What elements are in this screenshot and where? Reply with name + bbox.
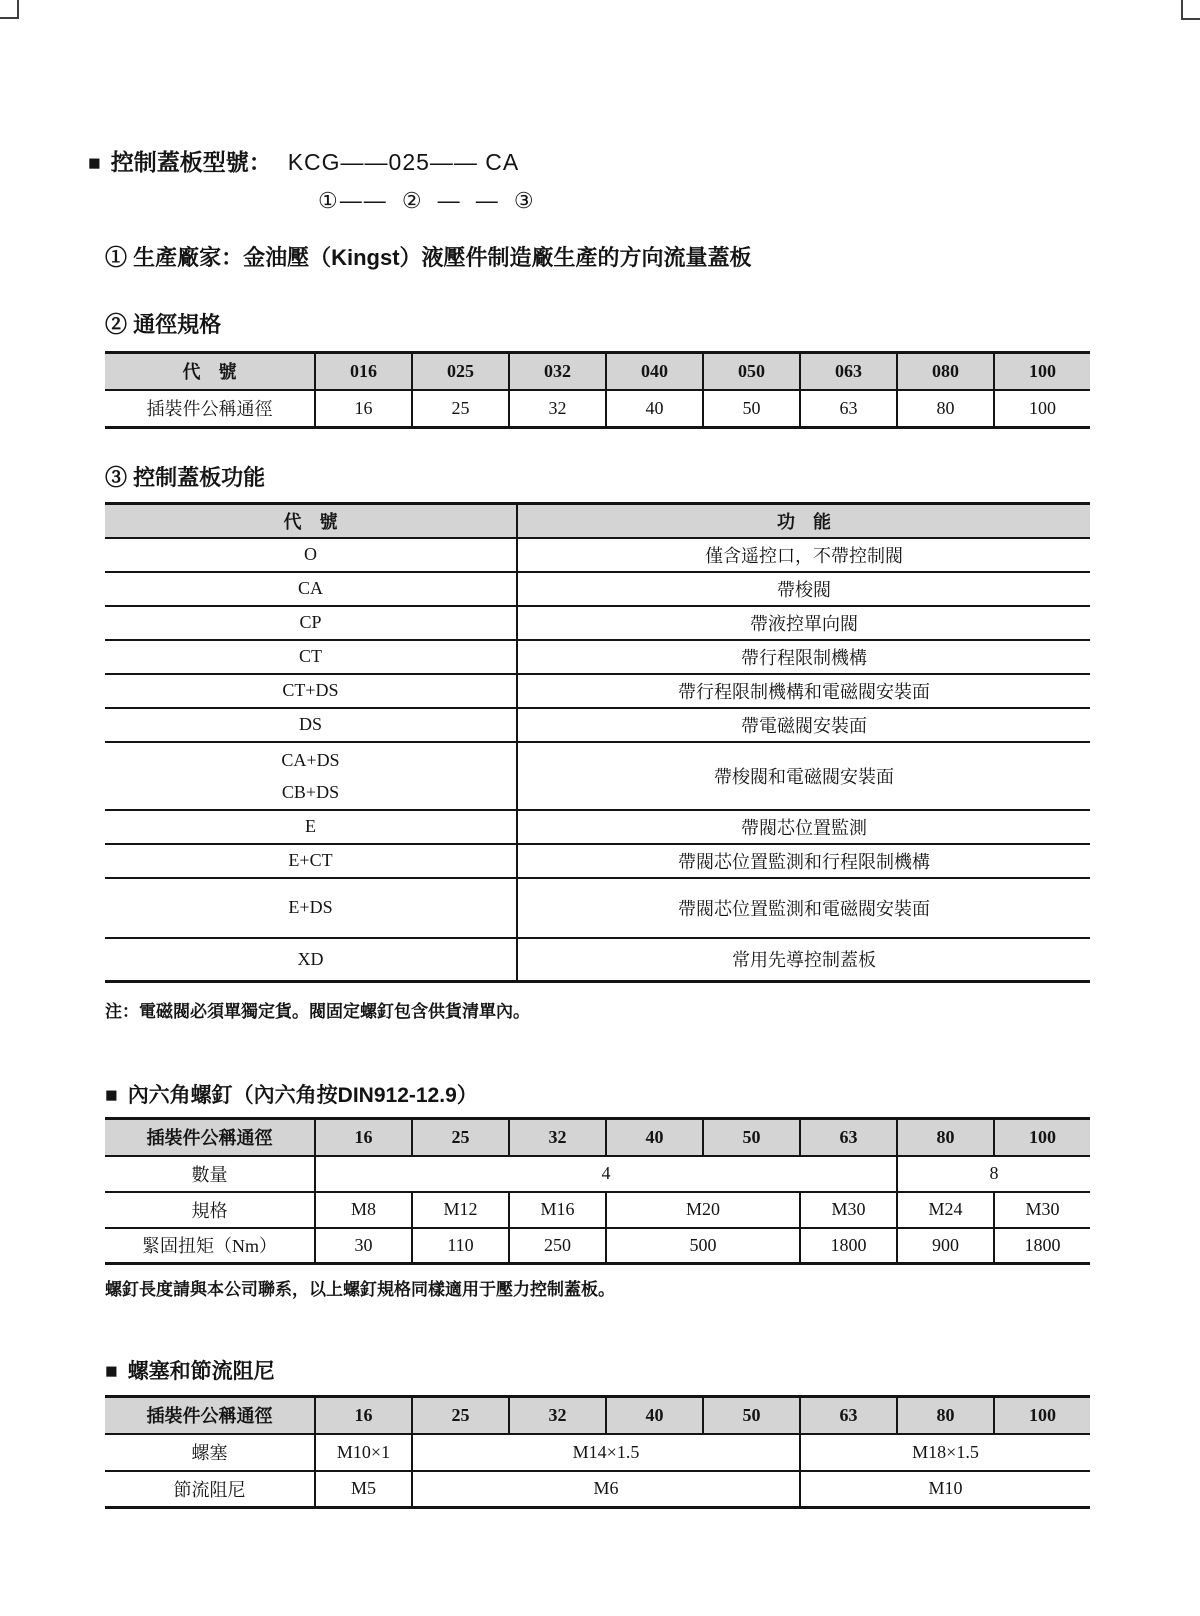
table-header-cell: 16 — [315, 1119, 412, 1156]
table-cell: 63 — [800, 390, 897, 428]
table-row — [105, 1228, 1090, 1264]
model-title — [88, 144, 519, 177]
plug-section-heading — [105, 1355, 275, 1385]
model-position-markers: ①—— ② — — ③ — [318, 188, 536, 213]
table-cell: 規格 — [105, 1192, 315, 1228]
table-header-cell: 50 — [703, 1397, 800, 1434]
table-row — [105, 878, 1090, 938]
table-cell: CT+DS — [105, 674, 517, 708]
screw-note: 螺釘長度請與本公司聯系，以上螺釘規格同樣適用于壓力控制蓋板。 — [105, 1280, 615, 1299]
table-cell: 帶行程限制機構和電磁閥安裝面 — [517, 674, 1090, 708]
table-header-row — [105, 353, 1090, 390]
table-cell: M14×1.5 — [412, 1434, 800, 1471]
maker-line: ① 生產廠家：金油壓（Kingst）液壓件制造廠生產的方向流量蓋板 — [105, 245, 752, 270]
table-cell: 1800 — [800, 1228, 897, 1264]
table-cell: 帶閥芯位置監測和電磁閥安裝面 — [517, 878, 1090, 938]
table-cell: M12 — [412, 1192, 509, 1228]
table-cell: M16 — [509, 1192, 606, 1228]
table-row — [105, 1192, 1090, 1228]
table-cell: M30 — [800, 1192, 897, 1228]
table-cell: 螺塞 — [191, 1443, 228, 1463]
table-cell: O — [304, 544, 317, 564]
table-cell: CT — [105, 640, 517, 674]
table-row — [105, 640, 1090, 674]
table-cell: 50 — [703, 390, 800, 428]
table-header-cell: 32 — [509, 1397, 606, 1434]
model-code: KCG——025—— CA — [287, 149, 520, 175]
table-cell: M24 — [897, 1192, 994, 1228]
table-cell: 節流阻尼 — [105, 1471, 315, 1508]
bore-section-heading: ② 通徑規格 — [105, 312, 222, 337]
table-header-row — [105, 1397, 1090, 1434]
table-cell: E+CT — [105, 844, 517, 878]
table-row — [105, 810, 1090, 844]
table-cell: CA+DS CB+DS — [105, 742, 517, 810]
table-cell: M6 — [412, 1471, 800, 1508]
table-header-cell: 插裝件公稱通徑 — [105, 1119, 315, 1156]
table-cell: 30 — [315, 1228, 412, 1264]
table-cell: 110 — [412, 1228, 509, 1264]
table-cell: 32 — [509, 390, 606, 428]
table-header-cell: 50 — [703, 1119, 800, 1156]
table-header-cell: 016 — [315, 353, 412, 390]
table-header-cell: 080 — [897, 353, 994, 390]
function-section-heading: ③ 控制蓋板功能 — [105, 465, 266, 490]
table-cell: 16 — [315, 390, 412, 428]
table-row — [105, 674, 1090, 708]
table-header-cell: 16 — [315, 1397, 412, 1434]
corner-crop-mark-right — [1181, 0, 1200, 20]
table-cell: 帶液控單向閥 — [517, 606, 1090, 640]
corner-crop-mark-left — [0, 0, 19, 19]
table-header-row — [105, 504, 1090, 538]
table-header-row — [105, 1119, 1090, 1156]
table-row — [105, 708, 1090, 742]
table-cell: 帶電磁閥安裝面 — [517, 708, 1090, 742]
table-row — [105, 1434, 1090, 1471]
screw-section-heading — [105, 1079, 478, 1109]
plug-section-heading-label: 螺塞和節流阻尼 — [127, 1360, 275, 1383]
square-bullet-icon: ■ — [88, 152, 101, 175]
table-cell: 帶閥芯位置監測 — [517, 810, 1090, 844]
table-row — [105, 1471, 1090, 1508]
table-header-cell: 040 — [606, 353, 703, 390]
table-row — [105, 538, 1090, 572]
table-cell: 緊固扭矩（Nm） — [105, 1228, 315, 1264]
square-bullet-icon: ■ — [105, 1084, 118, 1107]
table-row — [105, 742, 1090, 810]
table-header-cell: 025 — [412, 353, 509, 390]
table-cell: 僅含遥控口，不帶控制閥 — [517, 538, 1090, 572]
table-header-cell: 40 — [606, 1397, 703, 1434]
table-cell: 8 — [897, 1156, 1090, 1192]
table-cell: 100 — [994, 390, 1090, 428]
table-cell: M8 — [315, 1192, 412, 1228]
table-cell: 80 — [897, 390, 994, 428]
table-header-cell: 25 — [412, 1119, 509, 1156]
table-header-cell: 032 — [509, 353, 606, 390]
table-row — [105, 390, 1090, 428]
table-header-cell: 050 — [703, 353, 800, 390]
table-cell: M30 — [994, 1192, 1090, 1228]
table-cell: CA — [105, 572, 517, 606]
table-cell: 帶閥芯位置監測和行程限制機構 — [517, 844, 1090, 878]
table-cell: 1800 — [994, 1228, 1090, 1264]
screw-section-heading-label: 內六角螺釘（內六角按DIN912-12.9） — [127, 1084, 478, 1107]
table-header-cell: 63 — [800, 1119, 897, 1156]
table-header-cell: 代 號 — [105, 504, 517, 538]
function-note: 注：電磁閥必須單獨定貨。閥固定螺釘包含供貨清單內。 — [105, 1002, 530, 1021]
table-cell: 插裝件公稱通徑 — [146, 399, 273, 420]
table-cell: 500 — [606, 1228, 800, 1264]
table-cell: M10 — [800, 1471, 1090, 1508]
table-cell: M18×1.5 — [800, 1434, 1090, 1471]
table-cell: M5 — [315, 1471, 412, 1508]
table-cell: M10×1 — [315, 1434, 412, 1471]
table-header-cell: 100 — [994, 1397, 1090, 1434]
table-cell: 40 — [606, 390, 703, 428]
table-header-cell: 25 — [412, 1397, 509, 1434]
table-row — [105, 844, 1090, 878]
table-header-cell: 80 — [897, 1119, 994, 1156]
square-bullet-icon: ■ — [105, 1360, 118, 1383]
table-header-cell: 80 — [897, 1397, 994, 1434]
table-cell: CP — [105, 606, 517, 640]
table-cell: XD — [105, 938, 517, 982]
table-cell: M20 — [606, 1192, 800, 1228]
table-row — [105, 572, 1090, 606]
table-header-cell: 代 號 — [105, 353, 315, 390]
table-header-cell: 40 — [606, 1119, 703, 1156]
table-header-cell: 063 — [800, 353, 897, 390]
table-header-cell: 插裝件公稱通徑 — [105, 1397, 315, 1434]
hex-screw-table — [105, 1117, 1090, 1265]
table-cell: 900 — [897, 1228, 994, 1264]
table-row — [105, 606, 1090, 640]
table-header-cell: 100 — [994, 1119, 1090, 1156]
table-cell: 帶梭閥和電磁閥安裝面 — [517, 742, 1090, 810]
plug-orifice-table — [105, 1395, 1090, 1509]
table-cell: 常用先導控制蓋板 — [517, 938, 1090, 982]
table-cell: 250 — [509, 1228, 606, 1264]
table-row — [105, 1156, 1090, 1192]
table-header-cell: 功 能 — [517, 504, 1090, 538]
table-row — [105, 938, 1090, 982]
table-header-cell: 32 — [509, 1119, 606, 1156]
table-cell: E+DS — [105, 878, 517, 938]
bore-size-table — [105, 351, 1090, 429]
table-cell: E — [105, 810, 517, 844]
cover-function-table — [105, 502, 1090, 983]
table-header-cell: 63 — [800, 1397, 897, 1434]
model-title-label: 控制蓋板型號： — [110, 149, 272, 175]
table-cell: 數量 — [191, 1164, 228, 1185]
table-cell: 帶梭閥 — [517, 572, 1090, 606]
table-cell: DS — [105, 708, 517, 742]
table-cell: 25 — [412, 390, 509, 428]
table-cell: 帶行程限制機構 — [517, 640, 1090, 674]
table-cell: 4 — [315, 1156, 897, 1192]
table-header-cell: 100 — [994, 353, 1090, 390]
